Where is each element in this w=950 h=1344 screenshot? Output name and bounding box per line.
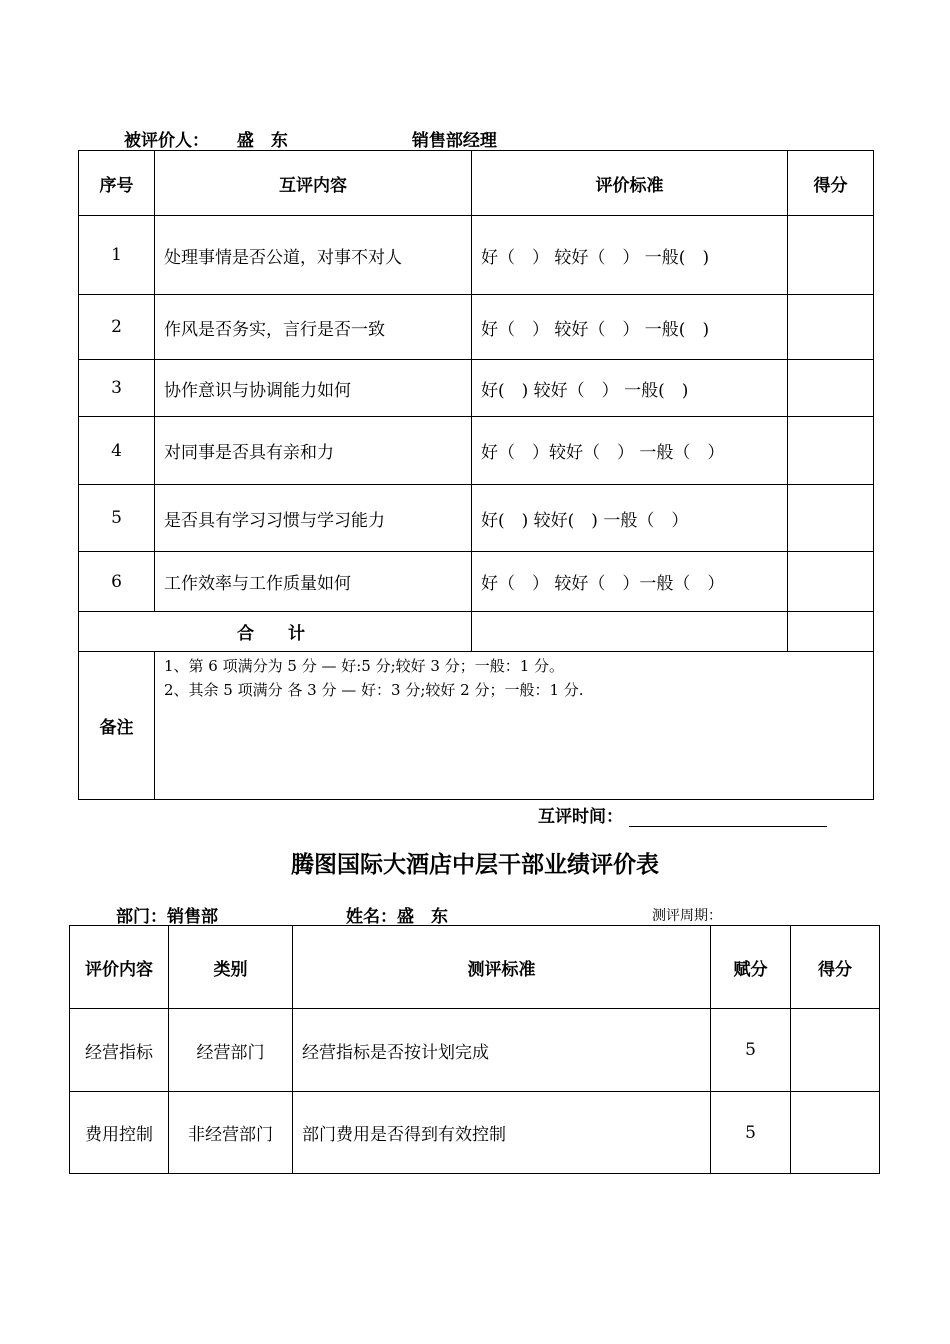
table-header-row <box>79 151 874 216</box>
row-content: 工作效率与工作质量如何 <box>155 552 472 612</box>
notes-label: 备注 <box>79 652 155 800</box>
notes-row <box>79 652 874 800</box>
total-row <box>79 612 874 652</box>
row-no: 4 <box>79 417 155 485</box>
note-line-1: 1、第 6 项满分为 5 分 — 好:5 分;较好 3 分；一般：1 分。 <box>164 657 565 675</box>
table-row <box>70 1009 880 1092</box>
perf-header-content: 评价内容 <box>70 926 169 1009</box>
evaluee-label: 被评价人： <box>124 131 209 151</box>
row-no: 5 <box>79 485 155 552</box>
perf-header-score: 得分 <box>791 926 880 1009</box>
row-standard[interactable]: 好（ ） 较好（ ） 一般( ) <box>472 295 788 360</box>
table-row <box>79 216 874 295</box>
peer-time-label: 互评时间： <box>538 807 623 827</box>
peer-time-blank[interactable] <box>629 812 827 827</box>
row-standard[interactable]: 好（ ）较好（ ） 一般（ ） <box>472 417 788 485</box>
row-content: 协作意识与协调能力如何 <box>155 360 472 417</box>
table-row <box>79 552 874 612</box>
row-score[interactable] <box>788 360 874 417</box>
period-label: 测评周期： <box>652 908 722 924</box>
header-content: 互评内容 <box>155 151 472 216</box>
header-no: 序号 <box>79 151 155 216</box>
perf-score[interactable] <box>791 1009 880 1092</box>
dept-label: 部门：销售部 <box>116 907 218 927</box>
perf-content: 经营指标 <box>70 1009 169 1092</box>
perf-points: 5 <box>711 1092 791 1174</box>
row-standard[interactable]: 好（ ） 较好（ ） 一般( ) <box>472 216 788 295</box>
peer-time-line <box>538 802 827 827</box>
table-row <box>79 417 874 485</box>
evaluee-name: 盛 东 <box>236 131 288 151</box>
perf-category: 经营部门 <box>169 1009 293 1092</box>
notes-content <box>155 652 874 800</box>
form-title: 腾图国际大酒店中层干部业绩评价表 <box>291 852 659 878</box>
peer-review-table <box>78 150 874 800</box>
total-standard-cell <box>472 612 788 652</box>
perf-score[interactable] <box>791 1092 880 1174</box>
name-label: 姓名：盛 东 <box>346 907 448 927</box>
row-score[interactable] <box>788 417 874 485</box>
perf-header-points: 赋分 <box>711 926 791 1009</box>
perf-standard: 部门费用是否得到有效控制 <box>293 1092 711 1174</box>
perf-category: 非经营部门 <box>169 1092 293 1174</box>
perf-content: 费用控制 <box>70 1092 169 1174</box>
row-standard[interactable]: 好( ) 较好( ) 一般（ ） <box>472 485 788 552</box>
perf-points: 5 <box>711 1009 791 1092</box>
perf-header-category: 类别 <box>169 926 293 1009</box>
row-standard[interactable]: 好（ ） 较好（ ）一般（ ） <box>472 552 788 612</box>
row-content: 作风是否务实，言行是否一致 <box>155 295 472 360</box>
table-row <box>70 1092 880 1174</box>
row-no: 6 <box>79 552 155 612</box>
row-content: 处理事情是否公道，对事不对人 <box>155 216 472 295</box>
note-line-2: 2、其余 5 项满分 各 3 分 — 好：3 分;较好 2 分；一般：1 分. <box>164 681 584 699</box>
evaluee-line <box>124 126 497 151</box>
row-score[interactable] <box>788 216 874 295</box>
row-content: 是否具有学习习惯与学习能力 <box>155 485 472 552</box>
total-label: 合 计 <box>79 612 472 652</box>
header-score: 得分 <box>788 151 874 216</box>
header-standard: 评价标准 <box>472 151 788 216</box>
performance-table <box>69 925 880 1174</box>
row-content: 对同事是否具有亲和力 <box>155 417 472 485</box>
table-row <box>79 295 874 360</box>
row-no: 3 <box>79 360 155 417</box>
perf-standard: 经营指标是否按计划完成 <box>293 1009 711 1092</box>
row-score[interactable] <box>788 485 874 552</box>
row-no: 2 <box>79 295 155 360</box>
table-row <box>79 360 874 417</box>
perf-header-row <box>70 926 880 1009</box>
total-score-cell[interactable] <box>788 612 874 652</box>
table-row <box>79 485 874 552</box>
row-score[interactable] <box>788 295 874 360</box>
perf-header-standard: 测评标准 <box>293 926 711 1009</box>
row-no: 1 <box>79 216 155 295</box>
row-standard[interactable]: 好( ) 较好（ ） 一般( ) <box>472 360 788 417</box>
evaluee-position: 销售部经理 <box>411 131 497 151</box>
row-score[interactable] <box>788 552 874 612</box>
